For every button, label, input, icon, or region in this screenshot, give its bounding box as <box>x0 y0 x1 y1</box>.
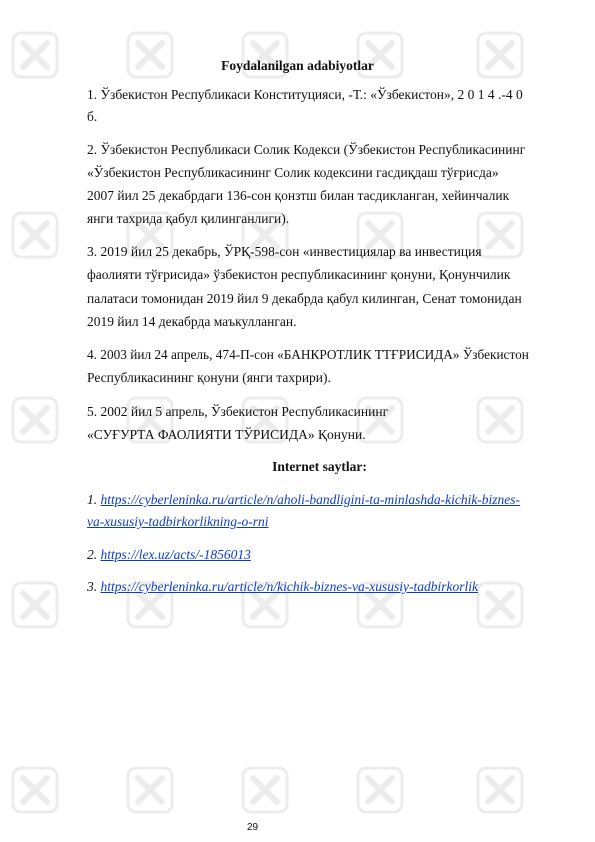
reference-3-line-2: фаолияти тўғрисида» ўзбекистон республикасининг қонуни, Қонунчилик <box>87 267 511 282</box>
references-heading: Foydalanilgan adabiyotlar <box>221 58 374 73</box>
reference-3-line-4: 2019 йил 14 декабрда маъкулланган. <box>87 314 297 329</box>
link-3-number: 3. <box>87 579 98 594</box>
link-2-number: 2. <box>87 547 98 562</box>
reference-2-line-3: 2007 йил 25 декабрдаги 136-сон қонзтш билан тасдикланган, хейинчалик <box>87 188 510 203</box>
reference-1-line-2: б. <box>87 109 98 124</box>
link-1-url-part-2[interactable]: va-xususiy-tadbirkorlikning-o-rni <box>87 514 269 529</box>
link-3-url[interactable]: https://cyberleninka.ru/article/n/kichik-biznes-va-xususiy-tadbirkorlik <box>100 579 479 594</box>
link-3[interactable] <box>87 578 478 596</box>
link-1-number: 1. <box>87 492 98 507</box>
page-number: 29 <box>246 822 259 833</box>
link-2-url[interactable]: https://lex.uz/acts/-1856013 <box>100 547 251 562</box>
reference-2-line-2: «Ўзбекистон Республикасининг Солик кодексини гасдиқдаш тўғрисда» <box>87 165 499 180</box>
reference-2-line-4: янги тахрида қабул қилинганлиги). <box>87 211 290 226</box>
reference-5-line-2: «СУҒУРТА ФАОЛИЯТИ ТЎРИСИДА» Қонуни. <box>87 427 366 442</box>
reference-2-line-1: 2. Ўзбекистон Республикаси Солик Кодекси (Ўзбекистон Республикасининг <box>87 142 526 157</box>
reference-3-line-3: палатаси томонидан 2019 йил 9 декабрда қабул килинган, Сенат томонидан <box>87 291 522 306</box>
internet-sites-heading: Internet saytlar: <box>272 459 367 474</box>
reference-1-line-1: 1. Ўзбекистон Республикаси Конституцияси, -Т.: «Ўзбекистон», 2 0 1 4 .-4 0 <box>87 87 523 102</box>
reference-3-line-1: 3. 2019 йил 25 декабрь, ЎРҚ-598-сон «инвестициялар ва инвестиция <box>87 244 482 259</box>
link-1-url-part-1[interactable]: https://cyberleninka.ru/article/n/aholi-bandligini-ta-minlashda-kichik-biznes- <box>100 492 521 507</box>
link-2[interactable] <box>87 546 251 564</box>
reference-5-line-1: 5. 2002 йил 5 апрель, Ўзбекистон Республикасининг <box>87 404 389 419</box>
reference-4-line-2: Республикасининг қонуни (янги тахрири). <box>87 370 331 385</box>
link-1-line-2[interactable] <box>87 513 268 531</box>
reference-4-line-1: 4. 2003 йил 24 апрель, 474-П-сон «БАНКРОТЛИК ТТҒРИСИДА» Ўзбекистон <box>87 347 529 362</box>
link-1-line-1[interactable] <box>87 491 520 509</box>
